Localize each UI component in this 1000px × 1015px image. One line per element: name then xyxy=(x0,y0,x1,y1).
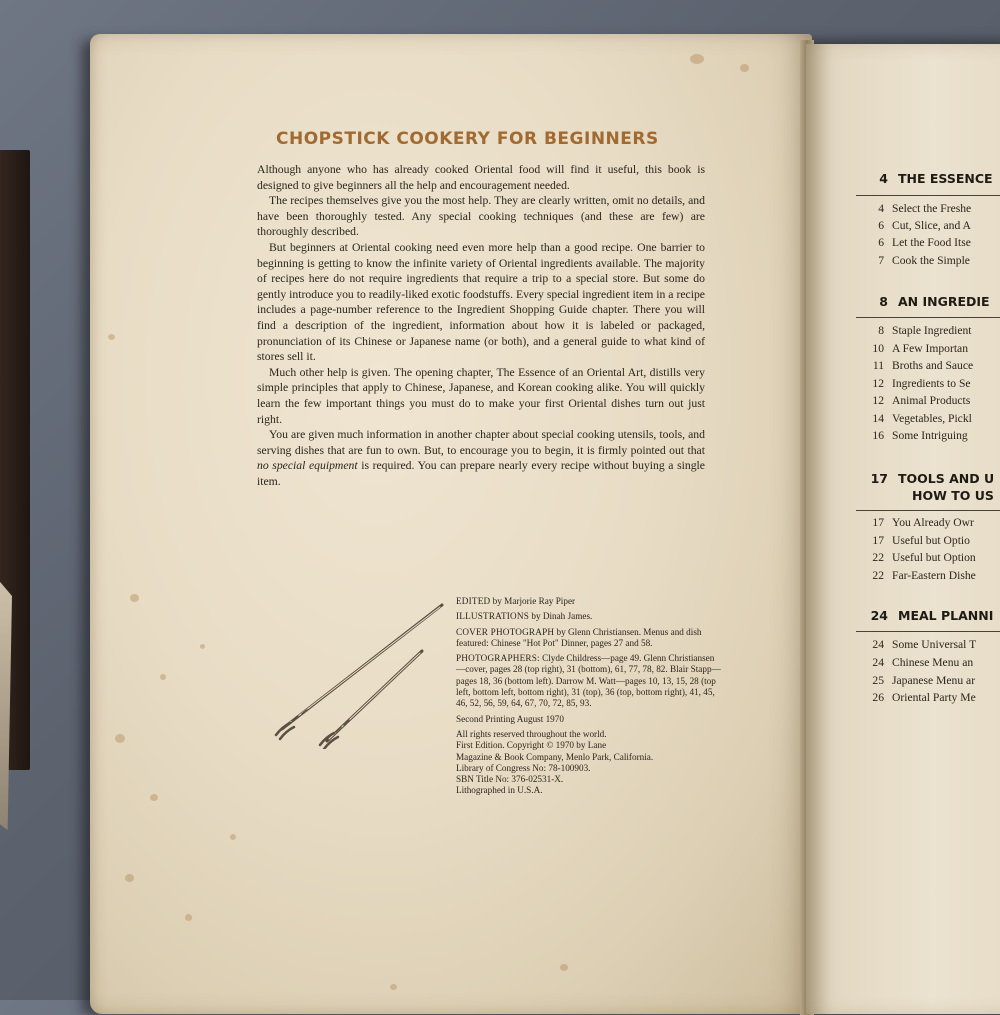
entry-page: 26 xyxy=(872,691,884,704)
left-page xyxy=(90,34,812,1014)
toc-entry xyxy=(856,638,976,651)
entry-page: 25 xyxy=(872,674,884,687)
entry-page: 24 xyxy=(872,656,884,669)
intro-paragraph: But beginners at Oriental cooking need even more help than a good recipe. One barrier to beginning is getting to know the infinite variety of Oriental ingredients available. The majority of recipes here do not require ingredients that require a trip to a special store. But some do gently introduce you to readily-liked exotic foodstuffs. Every special ingredient item in a recipe includes a page-number reference to the Ingredient Shopping Guide chapter. There you will find a description of the ingredient, information about how it is labeled or packaged, pronunciation of its Chinese or Japanese name (or both), and a general guide to what kind of stores sell it. xyxy=(257,240,705,364)
credit-label: COVER PHOTOGRAPH xyxy=(456,626,555,637)
chapter-title: MEAL PLANNI xyxy=(898,608,994,623)
entry-page: 22 xyxy=(872,569,884,582)
entry-page: 14 xyxy=(872,412,884,425)
entry-text: Cut, Slice, and A xyxy=(892,219,971,232)
foxing-spot xyxy=(230,834,236,840)
page-title: CHOPSTICK COOKERY FOR BEGINNERS xyxy=(276,129,659,149)
intro-paragraph: Although anyone who has already cooked Oriental food will find it useful, this book is designed to give beginners all the help and encouragement needed. xyxy=(257,163,705,192)
entry-text: Useful but Option xyxy=(892,551,976,564)
photographers-credit xyxy=(456,653,721,709)
chapter-rule xyxy=(856,510,1000,511)
toc-entry xyxy=(856,202,971,215)
printing-note: Second Printing August 1970 xyxy=(456,713,564,724)
toc-entry xyxy=(856,394,970,407)
toc-entry xyxy=(856,534,970,547)
foxing-spot xyxy=(150,794,158,801)
foxing-spot xyxy=(740,64,749,72)
credit-label: ILLUSTRATIONS xyxy=(456,611,530,622)
toc-entry xyxy=(856,219,971,232)
foxing-spot xyxy=(390,984,397,990)
chapter-rule xyxy=(856,631,1000,632)
entry-text: Staple Ingredient xyxy=(892,324,972,337)
entry-page: 12 xyxy=(872,394,884,407)
chapter-subtitle: HOW TO US xyxy=(912,488,994,503)
copyright-line: SBN Title No: 376-02531-X. xyxy=(456,774,564,785)
toc-entry xyxy=(856,324,972,337)
chapter-rule xyxy=(856,195,1000,196)
foxing-spot xyxy=(560,964,568,971)
credit-label: EDITED xyxy=(456,596,491,606)
intro-paragraph: The recipes themselves give you the most help. They are clearly written, omit no details, and have been thoroughly tested. Any special cooking techniques (and these are few) are thoroughly described. xyxy=(257,194,705,239)
table-of-contents xyxy=(806,44,1000,1014)
entry-page: 4 xyxy=(878,202,884,215)
entry-page: 16 xyxy=(872,429,884,442)
entry-text: Select the Freshe xyxy=(892,202,972,215)
right-page xyxy=(806,44,1000,1014)
entry-page: 8 xyxy=(878,324,884,337)
credit-text: by Marjorie Ray Piper xyxy=(490,596,576,606)
entry-text: A Few Importan xyxy=(892,342,968,355)
toc-entry xyxy=(856,377,971,390)
credits-block xyxy=(456,596,721,801)
copyright-line: Magazine & Book Company, Menlo Park, California. xyxy=(456,751,654,762)
entry-page: 17 xyxy=(872,534,884,547)
chapter-title: THE ESSENCE xyxy=(898,171,993,186)
chapter-rule xyxy=(856,317,1000,318)
entry-page: 22 xyxy=(872,551,884,564)
toc-entry xyxy=(856,236,971,249)
toc-entry xyxy=(856,359,973,372)
toc-chapter xyxy=(856,171,993,186)
entry-text: Ingredients to Se xyxy=(892,377,971,390)
credit-text: by Glenn Christiansen. Menus and dish featured: Chinese "Hot Pot" Dinner, pages 27 and 58. xyxy=(456,626,702,648)
foxing-spot xyxy=(115,734,125,743)
entry-text: Broths and Sauce xyxy=(892,359,974,372)
copyright-line: First Edition. Copyright © 1970 by Lane xyxy=(456,740,607,751)
entry-page: 7 xyxy=(878,254,884,267)
intro-paragraph: Much other help is given. The opening chapter, The Essence of an Oriental Art, distills very simple principles that apply to Chinese, Japanese, and Korean cooking alike. You will quickly learn the few important things you must do to make your first Oriental dishes turn out just right. xyxy=(257,365,705,426)
entry-text: Useful but Optio xyxy=(892,534,970,547)
paragraph-text: You are given much information in another chapter about special cooking utensils, tools, and serving dishes that are fun to own. But, to encourage you to begin, it is firmly pointed out that xyxy=(257,428,705,457)
editor-credit xyxy=(456,596,721,607)
toc-entry xyxy=(856,254,970,267)
toc-entry xyxy=(856,674,975,687)
cover-credit xyxy=(456,627,721,650)
chapter-number: 8 xyxy=(879,294,888,309)
entry-text: Some Universal T xyxy=(892,638,977,651)
foxing-spot xyxy=(200,644,205,649)
entry-text: Far-Eastern Dishe xyxy=(892,569,976,582)
entry-page: 6 xyxy=(878,219,884,232)
intro-text xyxy=(257,162,705,489)
foxing-spot xyxy=(130,594,139,602)
toc-entry xyxy=(856,342,968,355)
toc-entry xyxy=(856,569,976,582)
illustrations-credit xyxy=(456,611,721,622)
credit-label: PHOTOGRAPHERS: xyxy=(456,653,540,664)
entry-text: Animal Products xyxy=(892,394,971,407)
foxing-spot xyxy=(160,674,166,680)
entry-page: 11 xyxy=(872,359,884,372)
entry-page: 6 xyxy=(878,236,884,249)
entry-text: Cook the Simple xyxy=(892,254,970,267)
entry-text: Let the Food Itse xyxy=(892,236,971,249)
toc-entry xyxy=(856,412,972,425)
copyright-line: Lithographed in U.S.A. xyxy=(456,785,543,796)
toc-entry xyxy=(856,551,976,564)
foxing-spot xyxy=(125,874,134,882)
chapter-title: TOOLS AND U xyxy=(898,471,995,486)
entry-text: Chinese Menu an xyxy=(892,656,974,669)
entry-text: Oriental Party Me xyxy=(892,691,976,704)
entry-text: Vegetables, Pickl xyxy=(892,412,972,425)
foxing-spot xyxy=(690,54,704,64)
entry-page: 17 xyxy=(872,516,884,529)
toc-entry xyxy=(856,691,976,704)
toc-chapter xyxy=(856,608,993,623)
chapter-number: 4 xyxy=(879,171,888,186)
toc-chapter xyxy=(856,470,994,504)
chopsticks-illustration xyxy=(272,599,452,749)
credit-text: by Dinah James. xyxy=(529,611,593,622)
toc-entry xyxy=(856,516,974,529)
chapter-number: 24 xyxy=(870,608,888,623)
copyright-line: Library of Congress No: 78-100903. xyxy=(456,762,591,773)
entry-text: Some Intriguing xyxy=(892,429,968,442)
chapter-title: AN INGREDIE xyxy=(898,294,990,309)
foxing-spot xyxy=(185,914,192,921)
copyright-block xyxy=(456,729,721,797)
entry-page: 10 xyxy=(872,342,884,355)
entry-text: You Already Owr xyxy=(892,516,974,529)
copyright-line: All rights reserved throughout the world. xyxy=(456,728,607,739)
entry-page: 24 xyxy=(872,638,884,651)
intro-paragraph xyxy=(257,427,705,489)
toc-entry xyxy=(856,656,973,669)
toc-chapter xyxy=(856,294,990,309)
chapter-number: 17 xyxy=(870,471,888,486)
entry-page: 12 xyxy=(872,377,884,390)
entry-text: Japanese Menu ar xyxy=(892,674,976,687)
toc-entry xyxy=(856,429,968,442)
foxing-spot xyxy=(108,334,115,340)
emphasis-text: no special equipment xyxy=(257,459,358,473)
adjacent-book-edge xyxy=(0,150,30,770)
paragraph-text: is required. You can prepare nearly every recipe without buying a single item. xyxy=(257,459,705,488)
credit-text: Clyde Childress—page 49. Glenn Christiansen—cover, pages 28 (top right), 31 (bottom), 61, 77, 78, 82. Blair Stapp—pages 18, 36 (bottom left). Darrow M. Watt—pages 10, 13, 15, 28 (top left, bottom left, bottom right), 31 (top), 36 (top, bottom right), 41, 45, 46, 52, 56, 59, 64, 67, 70, 72, 85, 93. xyxy=(456,653,721,709)
